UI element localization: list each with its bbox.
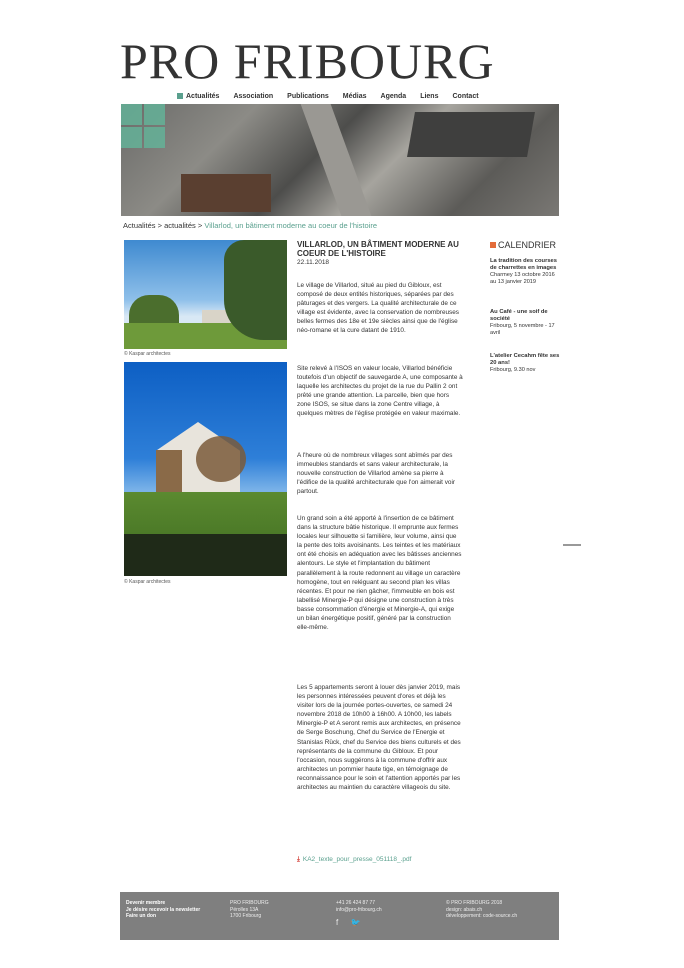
footer — [120, 892, 559, 940]
main-nav — [177, 93, 493, 100]
calendar-event[interactable]: La tradition des courses de charrettes en images Charmey 13 octobre 2016 au 13 janvier 2019 — [490, 258, 558, 285]
footer-design-credit[interactable]: design: abais.ch — [446, 906, 483, 913]
nav-item-liens[interactable]: Liens — [420, 93, 439, 100]
footer-city: 1700 Fribourg — [230, 913, 262, 919]
social-links — [336, 920, 360, 927]
article-paragraph: Site relevé à l'ISOS en valeur locale, Villarlod bénéficie toutefois d'un objectif de sauvegarde A, une composante à laquelle les architectes du projet de la rue du Pallin 2 ont prêté une grande attention. La parcelle, bien que hors zone ISOS, se situe dans la zone Centre village, à quelques mètres de l'église protégée en valeur maximale. — [297, 365, 463, 418]
twitter-icon[interactable]: 🐦 — [350, 918, 361, 927]
calendar-heading: CALENDRIER — [490, 240, 556, 250]
footer-link-member[interactable]: Devenir membre — [126, 900, 166, 906]
article-date: 22.11.2018 — [297, 259, 330, 266]
logo-tiles — [121, 104, 165, 148]
breadcrumb-link-actualites[interactable]: Actualités — [123, 221, 156, 230]
calendar-square-icon — [490, 242, 496, 248]
footer-link-newsletter[interactable]: Je désire recevoir la newsletter — [126, 906, 201, 913]
nav-item-medias[interactable]: Médias — [342, 93, 367, 100]
nav-item-agenda[interactable]: Agenda — [380, 93, 407, 100]
footer-dev-credit[interactable]: développement: code-source.ch — [446, 913, 518, 919]
footer-address: Pérolles 13A — [230, 906, 259, 913]
breadcrumb-current: Villarlod, un bâtiment moderne au coeur de l'histoire — [204, 221, 378, 230]
footer-link-donate[interactable]: Faire un don — [126, 913, 156, 919]
divider — [563, 544, 581, 546]
breadcrumb: Actualités > actualités > Villarlod, un bâtiment moderne au coeur de l'histoire — [123, 221, 378, 230]
article-paragraph: Un grand soin a été apporté à l'insertion de ce bâtiment dans la structure bâtie historique. Il emprunte aux fermes locales leur silhouette si familière, leur volume, ainsi que la pente des toits avoisinants. Les teintes et les matériaux ont été choisis en adéquation avec les bâtisses anciennes alentours. Le style et l'implantation du bâtiment parallèlement à la route redonnent au village un caractère homogène, tout en reléguant au second plan les villas récentes. Et pour ne rien gâcher, l'immeuble en bois est labellisé Minergie-P qui désigne une construction à très basse consommation d'énergie et Minergie-A, qui exige un bilan énergétique positif, généré par la construction elle-même. — [297, 515, 462, 632]
nav-item-publications[interactable]: Publications — [287, 93, 329, 100]
calendar-event[interactable]: Au Café - une soif de société Fribourg, 5 novembre - 17 avril — [490, 309, 555, 336]
footer-copyright: © PRO FRIBOURG 2018 — [446, 900, 503, 906]
nav-item-association[interactable]: Association — [233, 93, 274, 100]
article-paragraph: Le village de Villarlod, situé au pied du Gibloux, est composé de deux entités historiques, séparées par des pâturages et des vergers. La qualité architecturale de ce village est évidente, avec la conservation de nombreuses belles fermes des 18e et 19e siècles ainsi que de l'église néo-romane et la cure datant de 1910. — [297, 282, 459, 335]
site-logo[interactable]: PRO FRIBOURG — [120, 33, 495, 89]
article-title: VILLARLOD, UN BÂTIMENT MODERNE AU COEUR DE L'HISTOIRE — [297, 240, 459, 258]
article-image-1[interactable] — [124, 240, 287, 349]
active-square-icon — [177, 93, 183, 99]
breadcrumb-link-actualites-sub[interactable]: actualités — [164, 221, 196, 230]
image-caption-1: © Kaspar architectes — [124, 351, 171, 357]
footer-org-name: PRO FRIBOURG — [230, 900, 269, 906]
pdf-attachment-link[interactable]: ⤓ KA2_texte_pour_presse_051118_.pdf — [297, 856, 412, 863]
article-paragraph: A l'heure où de nombreux villages sont abîmés par des immeubles standards et sans valeur architecturale, la nouvelle construction de Villarlod amène sa pierre à l'édifice de la qualité architecturale que l'on aimerait voir partout. — [297, 452, 456, 496]
pdf-icon: ⤓ — [297, 856, 300, 863]
calendar-event[interactable]: L'atelier Cecahm fête ses 20 ans! Fribourg, 9.30 nov — [490, 353, 560, 373]
hero-aerial-image — [121, 104, 559, 216]
nav-item-contact[interactable]: Contact — [452, 93, 479, 100]
facebook-icon[interactable]: f — [336, 918, 339, 927]
footer-phone[interactable]: +41 26 424 87 77 — [336, 900, 376, 906]
image-caption-2: © Kaspar architectes — [124, 579, 171, 585]
article-image-2[interactable] — [124, 362, 287, 576]
footer-email[interactable]: info@pro-fribourg.ch — [336, 906, 382, 913]
nav-item-actualites[interactable]: Actualités — [177, 93, 219, 100]
article-paragraph: Les 5 appartements seront à louer dès janvier 2019, mais les personnes intéressées peuvent d'ores et déjà les visiter lors de la journée portes-ouvertes, ce samedi 24 novembre 2018 de 10h00 à 16h00. A 10h00, les labels Minergie-P et A seront remis aux architectes, en présence de Serge Boschung, Chef du Service de l'Energie et Stanislas Rück, chef du Service des biens culturels et des représentants de la commune du Gibloux. Et pour l'occasion, nous suggérons à la commune d'offrir aux architectes un pommier haute tige, en témoignage de reconnaissance pour le soin et l'attention apportés par les architectes au maintien du caractère villageois du site. — [297, 684, 461, 792]
